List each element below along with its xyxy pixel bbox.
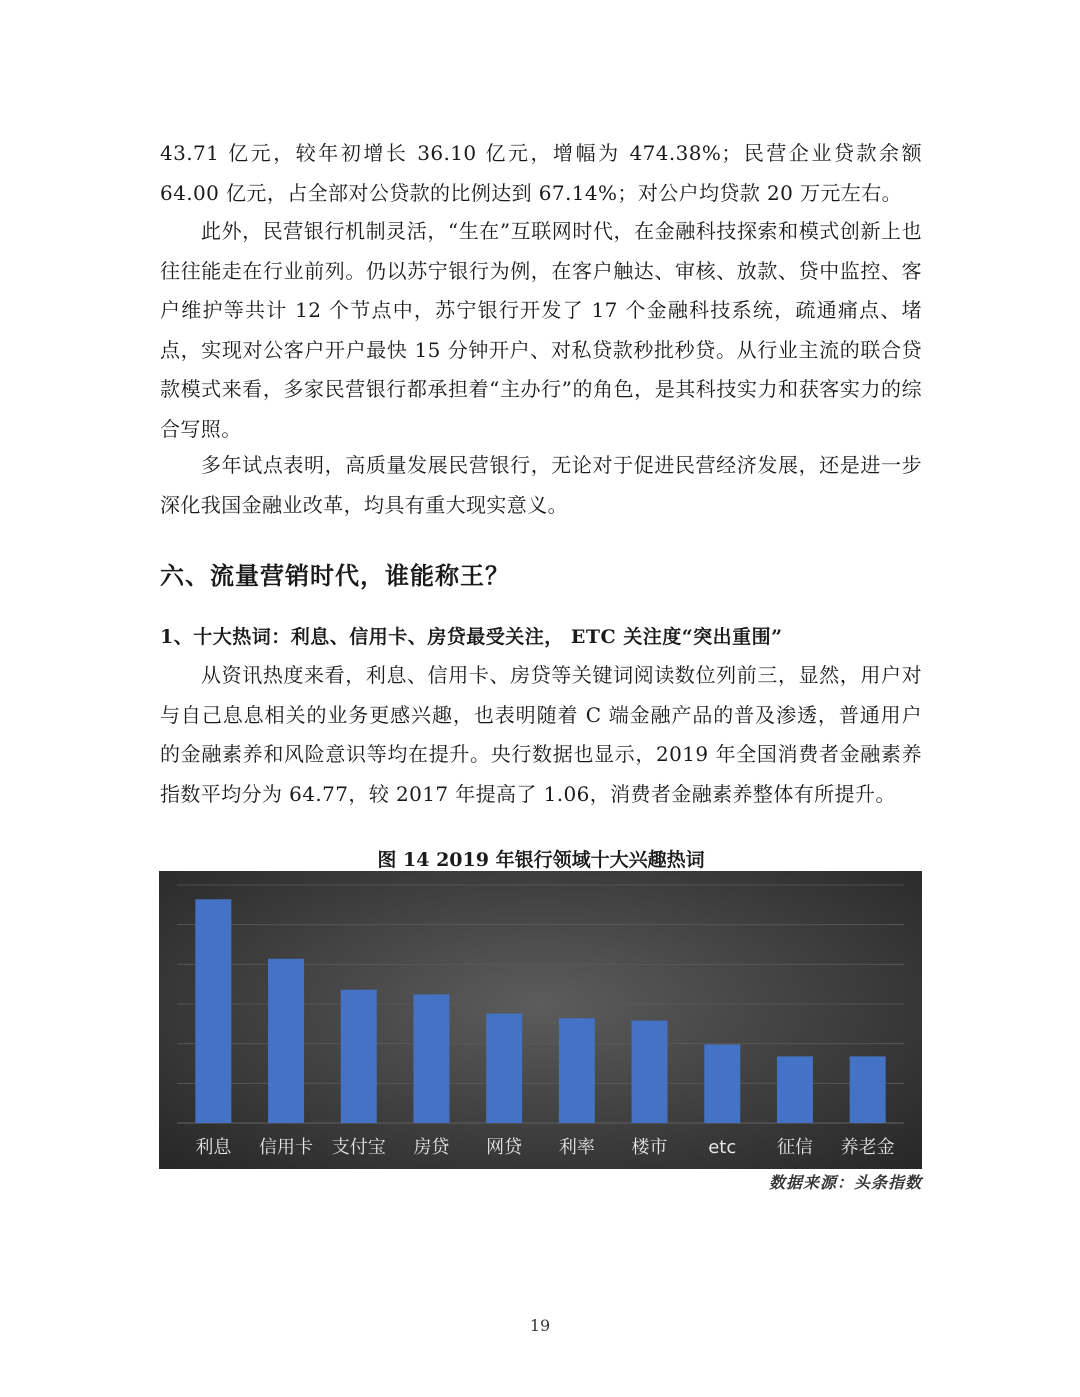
x-tick-label: etc	[708, 1137, 737, 1158]
bar-6	[632, 1021, 668, 1123]
bar-2	[341, 990, 377, 1123]
paragraph-hot-words: 从资讯热度来看，利息、信用卡、房贷等关键词阅读数位列前三，显然，用户对与自己息息相关的业务更感兴趣，也表明随着 C 端金融产品的普及渗透，普通用户的金融素养和风险意识等均在提升。央行数据也显示，2019 年全国消费者金融素养指数平均分为 64.77，较 2017 年提高了 1.06，消费者金融素养整体有所提升。	[160, 663, 922, 806]
paragraph-fintech: 此外，民营银行机制灵活，“生在”互联网时代，在金融科技探索和模式创新上也往往能走在行业前列。仍以苏宁银行为例，在客户触达、审核、放款、贷中监控、客户维护等共计 12 个节点中，苏宁银行开发了 17 个金融科技系统，疏通痛点、堵点，实现对公客户开户最快 15 分钟开户、对私贷款秒批秒贷。从行业主流的联合贷款模式来看，多家民营银行都承担着“主办行”的角色，是其科技实力和获客实力的综合写照。	[160, 219, 922, 441]
bar-9	[850, 1056, 886, 1123]
bar-5	[559, 1018, 595, 1123]
paragraph-loan-stats: 43.71 亿元，较年初增长 36.10 亿元，增幅为 474.38%；民营企业贷款余额 64.00 亿元，占全部对公贷款的比例达到 67.14%；对公户均贷款 20 万元左右。	[160, 141, 922, 205]
x-tick-label: 支付宝	[331, 1137, 386, 1158]
bar-8	[777, 1056, 813, 1123]
bar-chart	[159, 871, 922, 1169]
bar-7	[704, 1044, 740, 1123]
section-heading: 六、流量营销时代，谁能称王？	[160, 561, 510, 590]
x-tick-label: 征信	[776, 1137, 813, 1158]
bar-0	[195, 899, 231, 1123]
x-tick-label: 养老金	[840, 1137, 895, 1158]
x-tick-label: 信用卡	[259, 1137, 314, 1158]
x-tick-label: 楼市	[631, 1137, 668, 1158]
x-tick-label: 利息	[195, 1137, 232, 1158]
paragraph-conclusion: 多年试点表明，高质量发展民营银行，无论对于促进民营经济发展，还是进一步深化我国金融业改革，均具有重大现实意义。	[160, 453, 922, 517]
section-subheading: 1、十大热词：利息、信用卡、房贷最受关注， ETC 关注度“突出重围”	[160, 626, 783, 648]
data-source-note: 数据来源：头条指数	[768, 1173, 922, 1192]
bar-4	[486, 1014, 522, 1123]
figure-title: 图 14 2019 年银行领域十大兴趣热词	[377, 849, 705, 871]
x-tick-label: 利率	[558, 1137, 595, 1158]
bar-3	[413, 994, 449, 1123]
x-tick-label: 房贷	[413, 1137, 450, 1158]
x-tick-label: 网贷	[486, 1137, 523, 1158]
bar-1	[268, 959, 304, 1123]
page-number: 19	[529, 1316, 551, 1335]
bar-chart-svg	[159, 871, 922, 1169]
